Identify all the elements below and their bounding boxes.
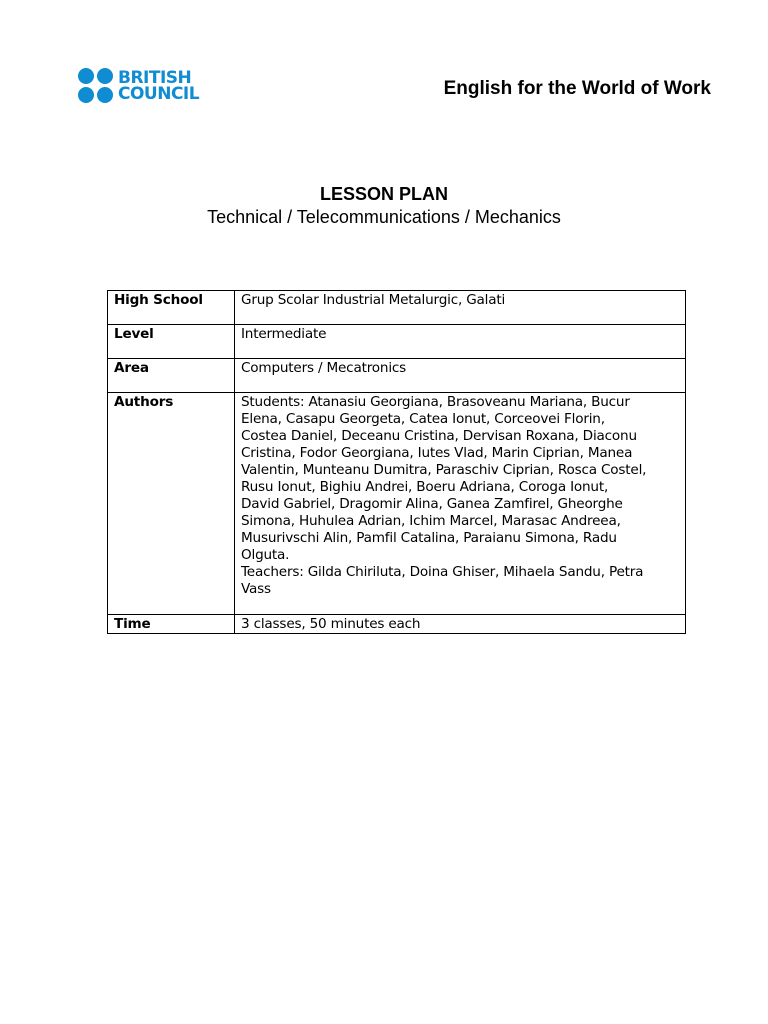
document-heading	[0, 183, 768, 229]
table-row-authors	[108, 393, 686, 615]
authors-line: Musurivschi Alin, Pamfil Catalina, Paraianu Simona, Radu	[241, 530, 617, 546]
authors-value	[235, 393, 686, 615]
authors-label: Authors	[108, 393, 235, 615]
logo-text	[118, 67, 200, 104]
authors-line: Students: Atanasiu Georgiana, Brasoveanu Mariana, Bucur	[241, 394, 630, 410]
authors-line: Simona, Huhulea Adrian, Ichim Marcel, Marasac Andreea,	[241, 513, 621, 529]
authors-line: Rusu Ionut, Bighiu Andrei, Boeru Adriana, Coroga Ionut,	[241, 479, 609, 495]
table-row-area	[108, 359, 686, 393]
logo-dot	[97, 87, 113, 103]
authors-line: Cristina, Fodor Georgiana, Iutes Vlad, Marin Ciprian, Manea	[241, 445, 633, 461]
authors-line: Teachers: Gilda Chiriluta, Doina Ghiser, Mihaela Sandu, Petra	[241, 564, 644, 580]
logo-line-2: COUNCIL	[118, 83, 200, 104]
authors-line: Elena, Casapu Georgeta, Catea Ionut, Corceovei Florin,	[241, 411, 605, 427]
header-title: English for the World of Work	[443, 78, 711, 99]
logo-dot	[78, 87, 94, 103]
authors-line: Costea Daniel, Deceanu Cristina, Dervisan Roxana, Diaconu	[241, 428, 637, 444]
authors-line: Valentin, Munteanu Dumitra, Paraschiv Ciprian, Rosca Costel,	[241, 462, 647, 478]
table-row-time	[108, 615, 686, 634]
british-council-logo	[78, 68, 199, 103]
table-row-high-school	[108, 291, 686, 325]
high-school-value: Grup Scolar Industrial Metalurgic, Galati	[235, 291, 686, 325]
logo-dot	[97, 68, 113, 84]
level-value: Intermediate	[235, 325, 686, 359]
area-value: Computers / Mecatronics	[235, 359, 686, 393]
time-value: 3 classes, 50 minutes each	[235, 615, 686, 634]
time-label: Time	[108, 615, 235, 634]
logo-line-1: BRITISH	[118, 67, 192, 88]
lesson-info-table	[107, 290, 686, 634]
logo-dot	[78, 68, 94, 84]
authors-line: David Gabriel, Dragomir Alina, Ganea Zamfirel, Gheorghe	[241, 496, 623, 512]
document-subtitle: Technical / Telecommunications / Mechanics	[207, 207, 561, 227]
high-school-label: High School	[108, 291, 235, 325]
area-label: Area	[108, 359, 235, 393]
table-row-level	[108, 325, 686, 359]
authors-line: Vass	[241, 581, 271, 597]
document-title: LESSON PLAN	[319, 184, 448, 204]
logo-dots-icon	[78, 68, 113, 103]
authors-line: Olguta.	[241, 547, 290, 563]
level-label: Level	[108, 325, 235, 359]
